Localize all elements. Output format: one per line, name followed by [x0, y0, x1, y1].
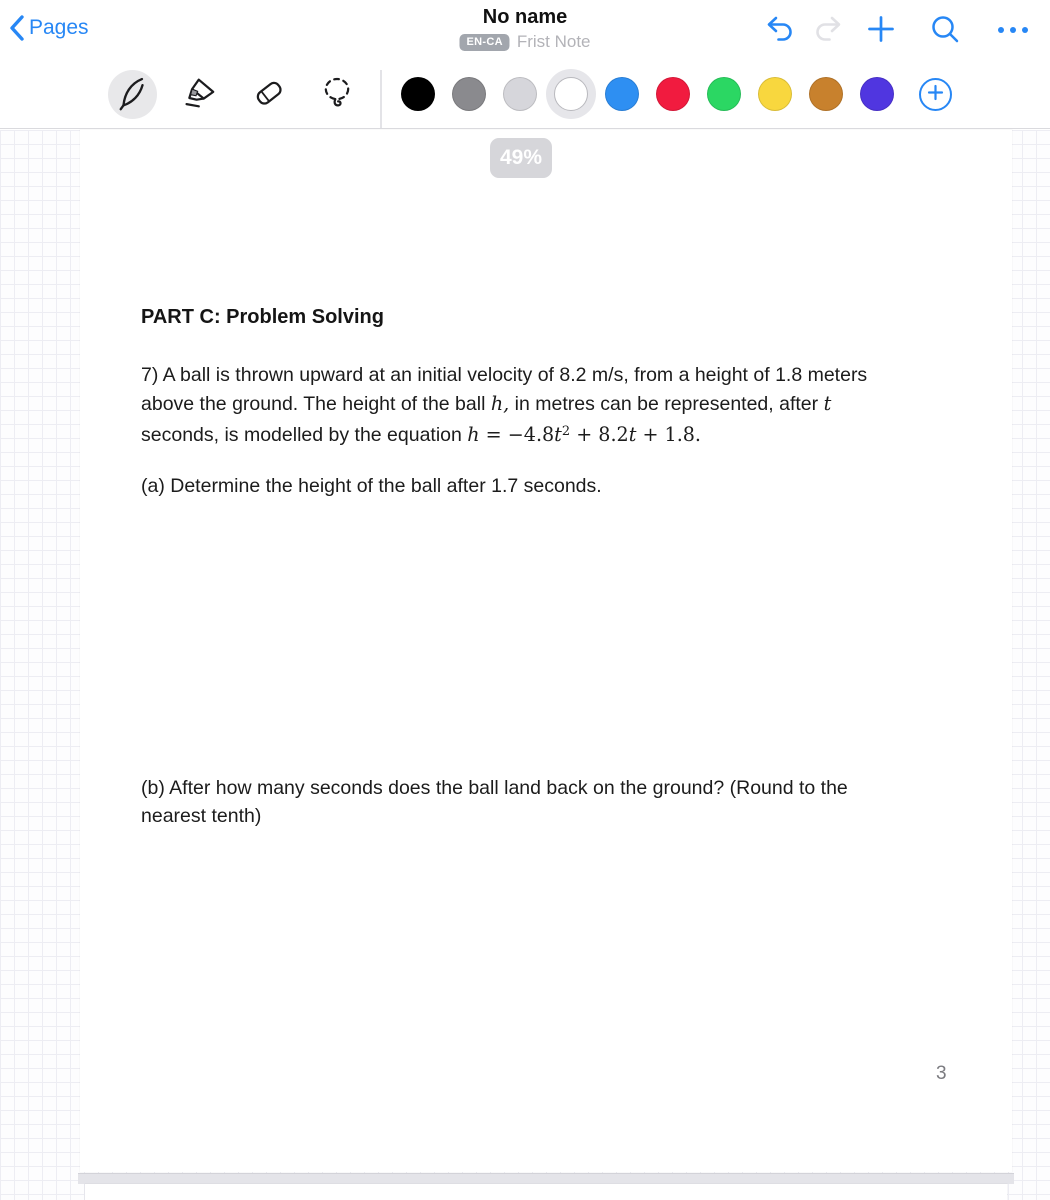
eraser-tool-button[interactable] [244, 70, 293, 119]
plus-icon [927, 84, 944, 104]
document-title-block [459, 5, 590, 52]
undo-icon [765, 14, 797, 47]
toolbar-divider [380, 70, 382, 128]
color-swatch-purple[interactable] [860, 77, 894, 111]
note-page-canvas[interactable] [80, 130, 1012, 1172]
redo-icon [811, 14, 843, 47]
next-page-edge[interactable] [85, 1184, 1007, 1200]
color-swatch-red[interactable] [656, 77, 690, 111]
color-swatch-light-gray[interactable] [503, 77, 537, 111]
color-swatch-gray[interactable] [452, 77, 486, 111]
notebook-canvas[interactable] [0, 130, 1050, 1200]
navbar-actions [762, 12, 1032, 48]
drawing-toolbar [0, 60, 1050, 129]
color-swatch-green[interactable] [707, 77, 741, 111]
color-swatch-white[interactable] [554, 77, 588, 111]
add-page-button[interactable] [862, 12, 900, 48]
page-divider-bar [78, 1173, 1014, 1184]
add-color-button[interactable] [919, 78, 952, 111]
color-swatch-blue[interactable] [605, 77, 639, 111]
back-label: Pages [29, 16, 89, 39]
color-swatch-yellow[interactable] [758, 77, 792, 111]
eraser-icon [249, 73, 289, 116]
pen-tool-button[interactable] [108, 70, 157, 119]
document-title: No name [482, 6, 568, 28]
worksheet-heading: PART C: Problem Solving [141, 306, 384, 328]
chevron-left-icon [8, 14, 25, 42]
problem-7-line-2: above the ground. The height of the ball h, in metres can be represented, after t [141, 391, 832, 415]
color-swatches [401, 77, 911, 111]
highlighter-icon [181, 73, 221, 116]
lasso-tool-button[interactable] [312, 70, 361, 119]
pen-icon [114, 74, 152, 115]
plus-icon [867, 15, 895, 46]
color-swatch-orange[interactable] [809, 77, 843, 111]
ellipsis-icon [996, 23, 1030, 38]
language-badge: EN-CA [459, 34, 509, 51]
page-number: 3 [936, 1063, 947, 1084]
highlighter-tool-button[interactable] [176, 70, 225, 119]
part-b-text: (b) After how many seconds does the ball land back on the ground? (Round to the nearest tenth) [141, 777, 848, 827]
problem-7-line-1: 7) A ball is thrown upward at an initial velocity of 8.2 m/s, from a height of 1.8 meters [141, 364, 868, 386]
undo-button[interactable] [762, 12, 800, 48]
search-icon [930, 14, 960, 47]
navigation-bar [0, 0, 1050, 60]
lasso-icon [318, 74, 356, 115]
part-a-text: (a) Determine the height of the ball after 1.7 seconds. [141, 475, 602, 497]
zoom-level-badge: 49% [490, 138, 552, 178]
color-swatch-black[interactable] [401, 77, 435, 111]
more-options-button[interactable] [994, 12, 1032, 48]
notebook-subtitle: Frist Note [516, 32, 591, 51]
problem-7-line-3: seconds, is modelled by the equation $h = -4.8t^2 + 8.2t + 1.8$. [141, 423, 701, 446]
problem-7-text [141, 362, 867, 450]
search-button[interactable] [926, 12, 964, 48]
redo-button[interactable] [808, 12, 846, 48]
equation: $h = -4.8t^2 + 8.2t + 1.8$. [467, 423, 701, 446]
back-to-pages-button[interactable] [8, 14, 89, 42]
